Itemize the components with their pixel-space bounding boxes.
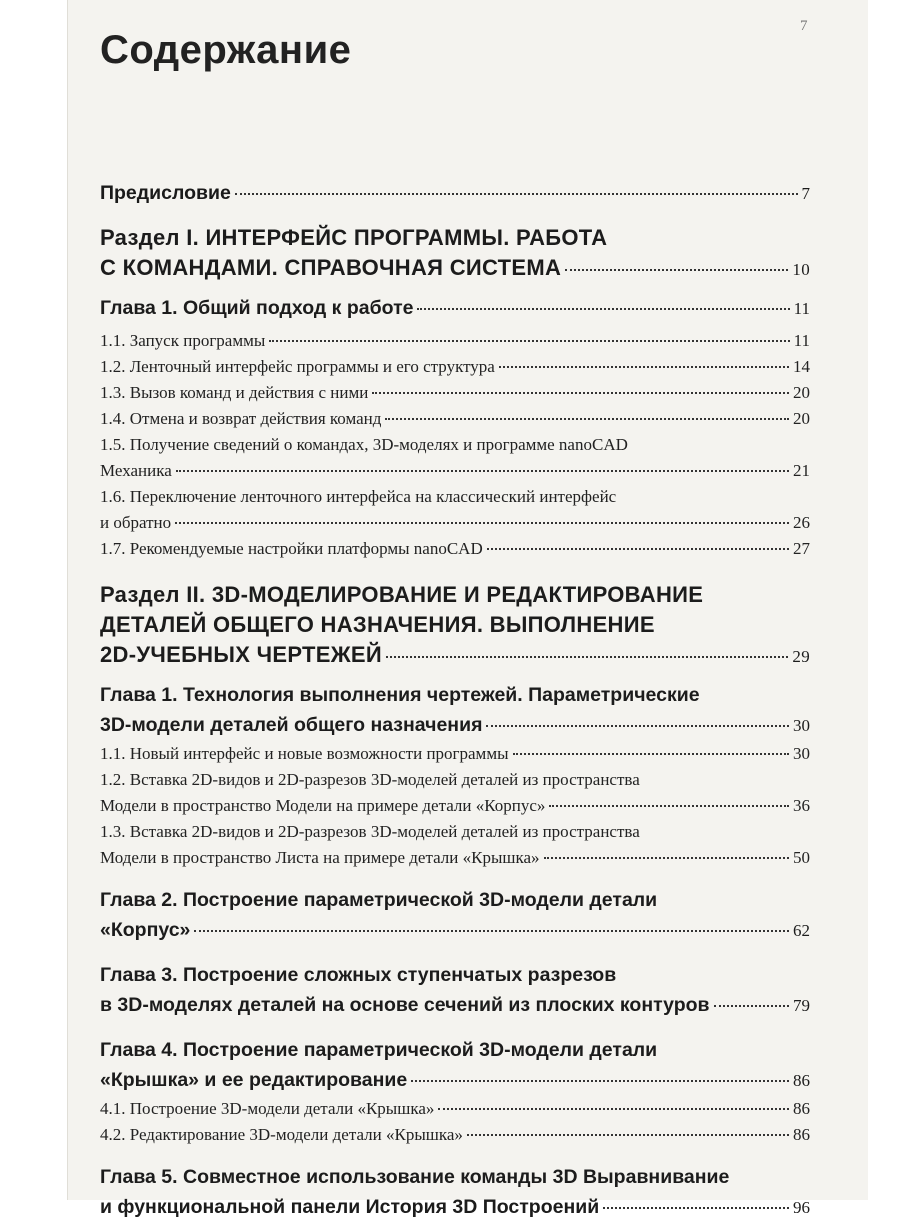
dot-leader [565,269,788,271]
toc-page-number: 20 [793,383,810,402]
toc-entry-label: 4.1. Построение 3D-модели детали «Крышка» [100,1099,435,1118]
toc-entry-label-cont: Модели в пространство Модели на примере детали «Корпус» [100,796,546,815]
toc-entry-label: Глава 4. Построение параметрической 3D-модели детали [100,1039,658,1061]
toc-entry-label-cont: и обратно [100,513,172,532]
page-number-mark: 7 [800,18,808,34]
toc-entry-subsection[interactable] [100,406,810,432]
dot-leader [603,1207,789,1209]
toc-entry-label-cont: в 3D-моделях деталей на основе сечений из плоских контуров [100,994,710,1016]
toc-entry-label-cont: Механика [100,461,172,480]
toc-entry-section-2[interactable] [100,580,810,672]
page-title: Содержание [100,28,352,72]
toc-page-number: 11 [793,331,810,350]
toc-entry-label: Глава 2. Построение параметрической 3D-модели детали [100,889,658,911]
toc-entry-subsection[interactable] [100,767,810,819]
toc-page-number: 96 [793,1198,810,1217]
toc-entry-subsection[interactable] [100,328,810,354]
toc-page-number: 86 [793,1071,810,1090]
toc-page-number: 14 [793,357,810,376]
toc-entry-subsection[interactable] [100,432,810,484]
toc-page-number: 11 [793,299,810,318]
toc-entry-label: 1.2. Ленточный интерфейс программы и его структура [100,357,495,376]
toc-entry-label: 1.5. Получение сведений о командах, 3D-моделях и программе nanoCAD [100,435,628,454]
toc-entry-subsection[interactable] [100,536,810,562]
toc-entry-subsection[interactable] [100,354,810,380]
toc-entry-chapter[interactable] [100,1162,810,1223]
toc-entry-subsection[interactable] [100,819,810,871]
toc-section-line: 2D-УЧЕБНЫХ ЧЕРТЕЖЕЙ [100,642,382,667]
dot-leader [235,193,798,195]
toc-page-number: 79 [793,996,810,1015]
dot-leader [385,418,789,420]
toc-page-number: 21 [793,461,810,480]
toc-entry-subsection[interactable] [100,741,810,767]
toc-entry-label: 1.3. Вызов команд и действия с ними [100,383,369,402]
toc-entry-label-cont: и функциональной панели История 3D Построений [100,1196,600,1218]
toc-entry-subsection[interactable] [100,484,810,536]
toc-entry-label-cont: Модели в пространство Листа на примере детали «Крышка» [100,848,540,867]
toc-entry-label: 1.1. Новый интерфейс и новые возможности программы [100,744,509,763]
dot-leader [411,1080,789,1082]
toc-section-line: Раздел I. ИНТЕРФЕЙС ПРОГРАММЫ. РАБОТА [100,225,608,250]
dot-leader [269,340,789,342]
toc-entry-subsection[interactable] [100,1122,810,1148]
toc-entry-label: Глава 1. Общий подход к работе [100,297,414,319]
toc-page-number: 29 [792,647,810,666]
toc-entry-subsection[interactable] [100,380,810,406]
dot-leader [194,930,789,932]
toc-entry-chapter[interactable] [100,293,810,324]
toc-page-number: 26 [793,513,810,532]
toc-entry-label: 4.2. Редактирование 3D-модели детали «Крышка» [100,1125,463,1144]
table-of-contents [100,178,810,1223]
toc-page-number: 86 [793,1099,810,1118]
dot-leader [175,522,789,524]
toc-entry-label: 1.6. Переключение ленточного интерфейса на классический интерфейс [100,487,617,506]
dot-leader [544,857,789,859]
toc-entry-chapter[interactable] [100,1035,810,1096]
toc-entry-label-cont: 3D-модели деталей общего назначения [100,714,483,736]
toc-entry-chapter[interactable] [100,885,810,946]
dot-leader [486,725,789,727]
toc-entry-label: 1.7. Рекомендуемые настройки платформы nanoCAD [100,539,483,558]
toc-entry-label: Глава 1. Технология выполнения чертежей. Параметрические [100,684,700,706]
dot-leader [438,1108,789,1110]
toc-page-number: 36 [793,796,810,815]
toc-page-number: 27 [793,539,810,558]
toc-entry-label: 1.2. Вставка 2D-видов и 2D-разрезов 3D-моделей деталей из пространства [100,770,640,789]
toc-page-number: 10 [792,260,810,279]
toc-page-number: 20 [793,409,810,428]
toc-section-line: ДЕТАЛЕЙ ОБЩЕГО НАЗНАЧЕНИЯ. ВЫПОЛНЕНИЕ [100,612,655,637]
dot-leader [467,1134,789,1136]
toc-page-number: 86 [793,1125,810,1144]
toc-page-number: 50 [793,848,810,867]
toc-entry-label: 1.3. Вставка 2D-видов и 2D-разрезов 3D-моделей деталей из пространства [100,822,640,841]
dot-leader [714,1005,789,1007]
toc-entry-chapter[interactable] [100,680,810,741]
dot-leader [499,366,789,368]
toc-page-number: 62 [793,921,810,940]
toc-entry-label: Глава 5. Совместное использование команды 3D Выравнивание [100,1166,730,1188]
dot-leader [549,805,789,807]
dot-leader [386,656,788,658]
toc-entry-section-1[interactable] [100,223,810,285]
toc-entry-label: Глава 3. Построение сложных ступенчатых разрезов [100,964,617,986]
dot-leader [417,308,789,310]
toc-section-line: С КОМАНДАМИ. СПРАВОЧНАЯ СИСТЕМА [100,255,562,280]
toc-entry-label-cont: «Крышка» и ее редактирование [100,1069,408,1091]
toc-entry-label-cont: «Корпус» [100,919,191,941]
toc-page-number: 30 [793,744,810,763]
dot-leader [487,548,789,550]
toc-entry-label: Предисловие [100,182,231,204]
dot-leader [513,753,790,755]
toc-entry-preface[interactable] [100,178,810,209]
dot-leader [372,392,789,394]
dot-leader [176,470,789,472]
toc-page-number: 30 [793,716,810,735]
toc-page-number: 7 [801,184,810,203]
toc-section-line: Раздел II. 3D-МОДЕЛИРОВАНИЕ И РЕДАКТИРОВАНИЕ [100,582,704,607]
toc-entry-subsection[interactable] [100,1096,810,1122]
toc-entry-chapter[interactable] [100,960,810,1021]
toc-entry-label: 1.4. Отмена и возврат действия команд [100,409,382,428]
toc-entry-label: 1.1. Запуск программы [100,331,266,350]
